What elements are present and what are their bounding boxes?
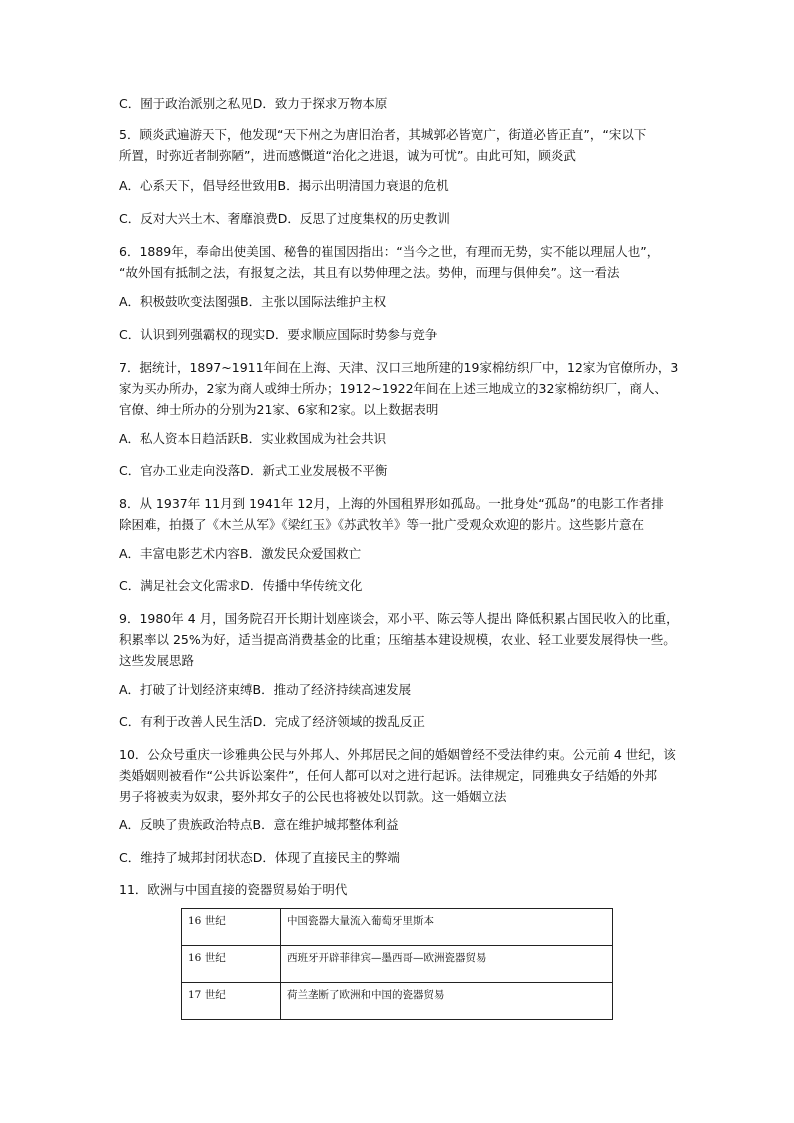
q7-stem-line: 家为买办所办，2家为商人或绅士所办；1912~1922年间在上述三地成立的32家棉纺织厂，商人、: [119, 381, 667, 396]
q7-options-ab: A．私人资本日趋活跃B．实业救国成为社会共识: [119, 431, 387, 446]
q6-stem: [119, 241, 679, 283]
porcelain-trade-table: [181, 908, 613, 1020]
q5-options-ab: A．心系天下，倡导经世致用B．揭示出明清国力衰退的危机: [119, 178, 449, 193]
table-row: [182, 946, 613, 983]
q10-stem: [119, 744, 679, 807]
q9-stem-line: 9．1980年 4 月，国务院召开长期计划座谈会，邓小平、陈云等人提出 降低积累占国民收入的比重，: [119, 611, 679, 626]
q9-stem-line: 这些发展思路: [119, 653, 195, 668]
q5-stem: [119, 124, 679, 166]
q5-options-cd: C．反对大兴土木、奢靡浪费D．反思了过度集权的历史教训: [119, 211, 450, 226]
table-cell-period: 17 世纪: [182, 983, 281, 1020]
q8-stem-line: 除困难，拍摄了《木兰从军》《梁红玉》《苏武牧羊》等一批广受观众欢迎的影片。这些影片意在: [119, 517, 645, 532]
table-row: [182, 909, 613, 946]
q8-stem: [119, 493, 679, 535]
q7-stem-line: 7．据统计，1897~1911年间在上海、天津、汉口三地所建的19家棉纺织厂中，12家为官僚所办，3: [119, 360, 679, 375]
q9-options-cd: C．有利于改善人民生活D．完成了经济领域的拨乱反正: [119, 714, 425, 729]
q10-stem-line: 10．公众号重庆一诊雅典公民与外邦人、外邦居民之间的婚姻曾经不受法律约束。公元前 4 世纪，该: [119, 747, 676, 762]
q5-stem-line: 5．顾炎武遍游天下，他发现“天下州之为唐旧治者，其城郭必皆宽广，街道必皆正直”，“宋以下: [119, 127, 647, 142]
table-cell-period: 16 世纪: [182, 946, 281, 983]
q7-options-cd: C．官办工业走向没落D．新式工业发展极不平衡: [119, 463, 388, 478]
q6-options-ab: A．积极鼓吹变法图强B．主张以国际法维护主权: [119, 294, 387, 309]
q9-stem: [119, 608, 679, 671]
q9-options-ab: A．打破了计划经济束缚B．推动了经济持续高速发展: [119, 682, 412, 697]
q6-options-cd: C．认识到列强霸权的现实D．要求顺应国际时势参与竞争: [119, 327, 438, 342]
table-row: [182, 983, 613, 1020]
table-cell-event: 中国瓷器大量流入葡萄牙里斯本: [281, 909, 613, 946]
q10-stem-line: 男子将被卖为奴隶，娶外邦女子的公民也将被处以罚款。这一婚姻立法: [119, 789, 507, 804]
q6-stem-line: “故外国有抵制之法，有报复之法，其且有以势伸理之法。势伸，而理与俱伸矣”。这一看法: [119, 265, 620, 280]
q9-stem-line: 积累率以 25%为好，适当提高消费基金的比重；压缩基本建设规模，农业、轻工业要发展得快一些。: [119, 632, 676, 647]
q8-options-cd: C．满足社会文化需求D．传播中华传统文化: [119, 578, 363, 593]
q10-stem-line: 类婚姻则被看作“公共诉讼案件”，任何人都可以对之进行起诉。法律规定，同雅典女子结婚的外邦: [119, 768, 657, 783]
q6-stem-line: 6．1889年，奉命出使美国、秘鲁的崔国因指出：“当今之世，有理而无势，实不能以理屈人也”，: [119, 244, 660, 259]
q11-stem: 11．欧洲与中国直接的瓷器贸易始于明代: [119, 882, 348, 897]
table-cell-period: 16 世纪: [182, 909, 281, 946]
table-cell-event: 西班牙开辟菲律宾—墨西哥—欧洲瓷器贸易: [281, 946, 613, 983]
q7-stem: [119, 357, 679, 420]
q4-options-cd: C．囿于政治派别之私见D．致力于探求万物本原: [119, 96, 388, 111]
table-cell-event: 荷兰垄断了欧洲和中国的瓷器贸易: [281, 983, 613, 1020]
q8-stem-line: 8．从 1937年 11月到 1941年 12月，上海的外国租界形如孤岛。一批身处“孤岛”的电影工作者排: [119, 496, 664, 511]
q10-options-cd: C．维持了城邦封闭状态D．体现了直接民主的弊端: [119, 850, 400, 865]
q7-stem-line: 官僚、绅士所办的分别为21家、6家和2家。以上数据表明: [119, 402, 439, 417]
q5-stem-line: 所置，时弥近者制弥陋”，进而感慨道“治化之进退，诚为可忧”。由此可知，顾炎武: [119, 148, 576, 163]
q10-options-ab: A．反映了贵族政治特点B．意在维护城邦整体利益: [119, 817, 399, 832]
q8-options-ab: A．丰富电影艺术内容B．激发民众爱国救亡: [119, 546, 362, 561]
